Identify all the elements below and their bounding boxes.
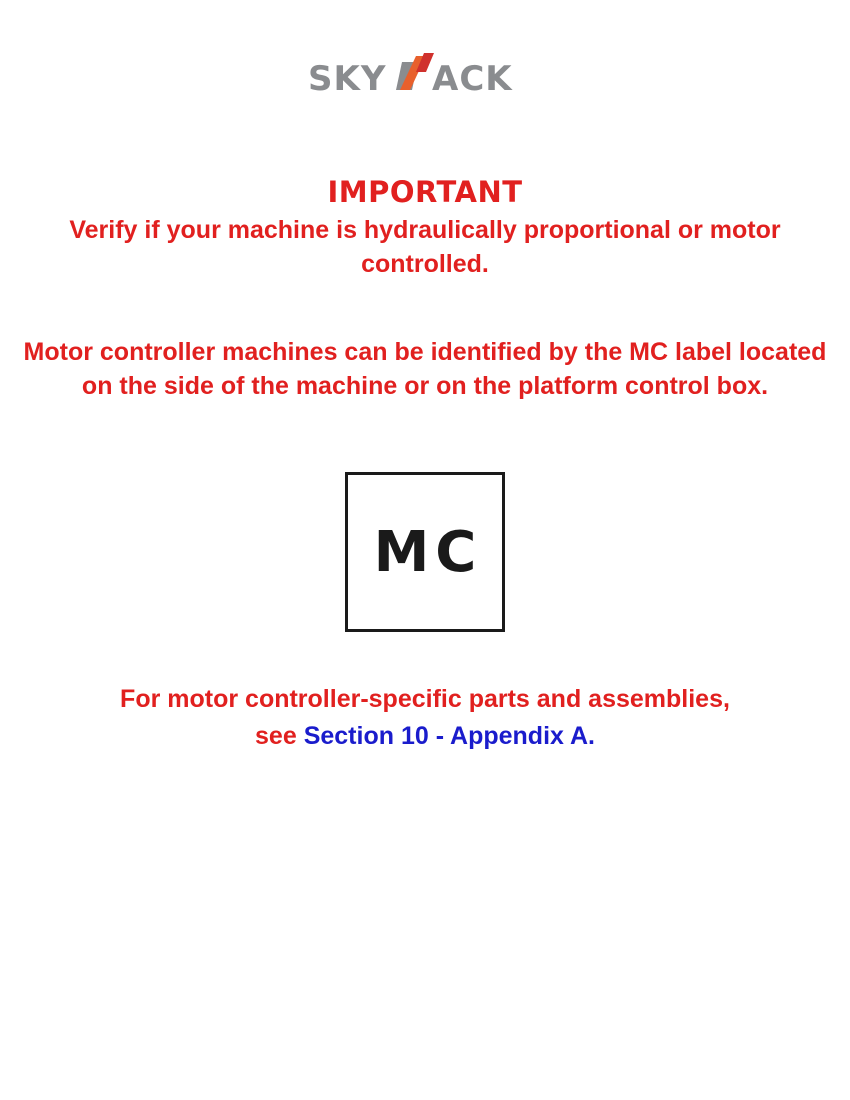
logo-text-sky: SKY — [308, 59, 387, 99]
skyjack-logo — [300, 50, 550, 100]
mc-label-box — [345, 472, 505, 632]
verify-machine-text: Verify if your machine is hydraulically proportional or motor controlled. — [69, 216, 781, 278]
parts-reference-period: . — [588, 722, 595, 750]
logo-j-mark — [396, 53, 434, 90]
logo-text-ack: ACK — [432, 59, 513, 99]
section-10-appendix-a-link[interactable]: Section 10 - Appendix A — [303, 722, 589, 750]
parts-reference-see: see — [255, 722, 297, 750]
parts-reference-text — [20, 681, 830, 755]
mc-label-text: MC — [373, 519, 483, 585]
mc-identification-text: Motor controller machines can be identified by the MC label located on the side of the machine or on the platform control box. — [23, 338, 827, 400]
parts-reference-prefix: For motor controller-specific parts and assemblies, — [120, 685, 730, 713]
important-heading: IMPORTANT — [327, 175, 523, 209]
skyjack-logo-graphic — [300, 50, 550, 100]
